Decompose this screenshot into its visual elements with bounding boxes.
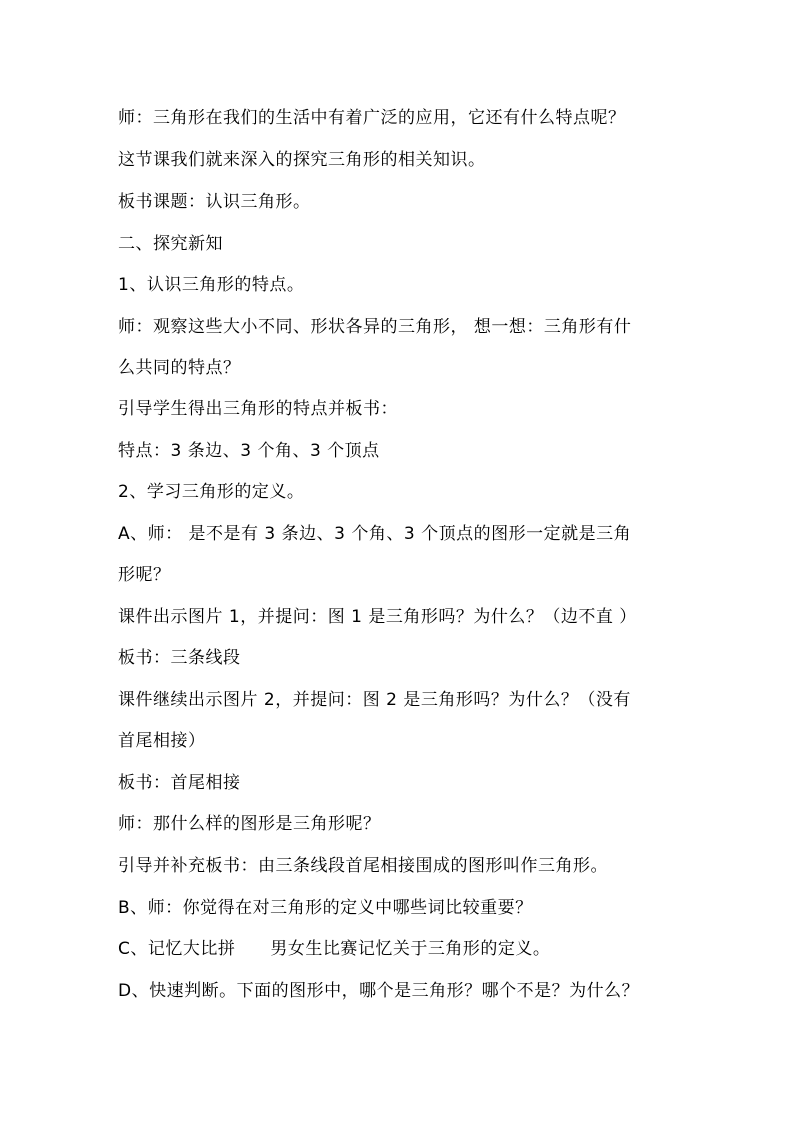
text-line-16: 首尾相接） (118, 731, 206, 751)
text-line-17: 板书：首尾相接 (118, 773, 241, 793)
text-line-2: 这节课我们就来深入的探究三角形的相关知识。 (118, 150, 486, 170)
text-line-22: D、快速判断。下面的图形中，哪个是三角形？哪个不是？为什么？ (118, 981, 640, 1001)
text-line-12: 形呢？ (118, 565, 171, 585)
text-line-1: 师：三角形在我们的生活中有着广泛的应用，它还有什么特点呢？ (118, 108, 626, 128)
text-line-11: A、师： 是不是有 3 条边、3 个角、3 个顶点的图形一定就是三角 (118, 524, 632, 544)
text-line-20: B、师：你觉得在对三角形的定义中哪些词比较重要？ (118, 898, 533, 918)
text-line-18: 师：那什么样的图形是三角形呢？ (118, 814, 381, 834)
text-line-7: 么共同的特点？ (118, 358, 241, 378)
text-line-9: 特点：3 条边、3 个角、3 个顶点 (118, 441, 380, 461)
text-line-13: 课件出示图片 1，并提问：图 1 是三角形吗？为什么？（边不直 ） (118, 607, 637, 627)
text-line-5: 1、认识三角形的特点。 (118, 275, 305, 295)
text-line-10: 2、学习三角形的定义。 (118, 482, 305, 502)
text-line-21: C、记忆大比拼 男女生比赛记忆关于三角形的定义。 (118, 939, 551, 959)
text-line-8: 引导学生得出三角形的特点并板书： (118, 399, 398, 419)
text-line-14: 板书：三条线段 (118, 648, 241, 668)
text-line-6: 师：观察这些大小不同、形状各异的三角形， 想一想：三角形有什 (118, 317, 632, 337)
text-line-15: 课件继续出示图片 2，并提问：图 2 是三角形吗？为什么？（没有 (118, 690, 631, 710)
text-line-4: 二、探究新知 (118, 234, 223, 254)
text-line-19: 引导并补充板书：由三条线段首尾相接围成的图形叫作三角形。 (118, 856, 608, 876)
text-line-3: 板书课题：认识三角形。 (118, 192, 311, 212)
